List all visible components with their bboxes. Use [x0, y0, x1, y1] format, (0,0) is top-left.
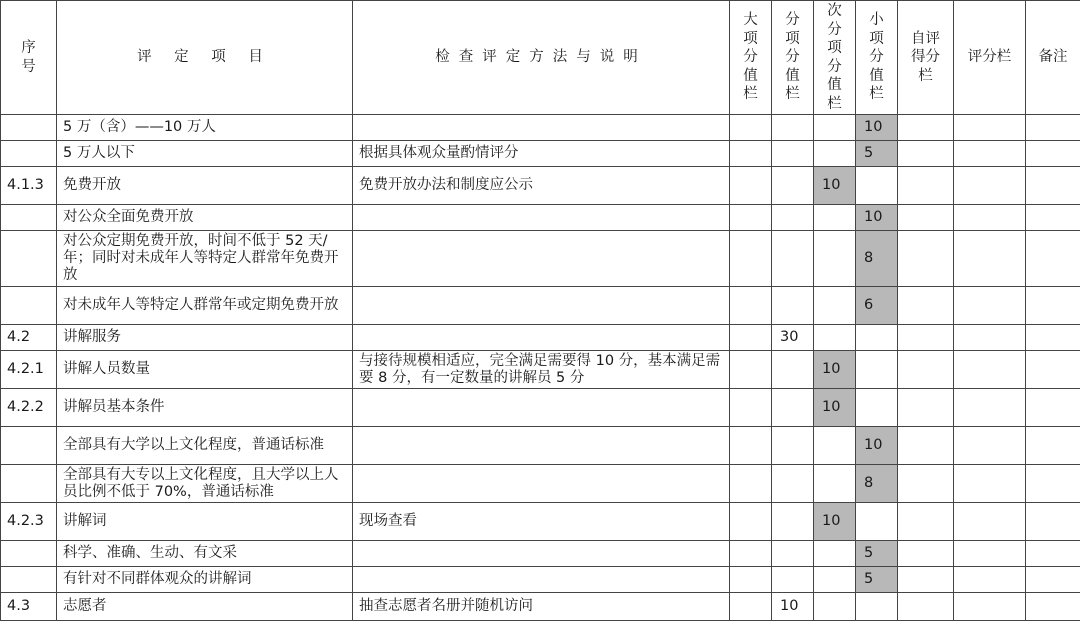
cell-score: [954, 231, 1026, 287]
cell-secondary: 10: [814, 389, 856, 427]
cell-seq: [1, 205, 57, 231]
cell-remark: [1026, 567, 1080, 593]
cell-method: [353, 427, 730, 465]
cell-major: [730, 503, 772, 541]
cell-score: [954, 465, 1026, 503]
cell-seq: 4.2: [1, 325, 57, 351]
cell-item: 对未成年人等特定人群常年或定期免费开放: [57, 287, 353, 325]
cell-method: 根据具体观众量酌情评分: [353, 141, 730, 167]
cell-major: [730, 205, 772, 231]
table-row: [1, 351, 1080, 389]
cell-secondary: 10: [814, 167, 856, 205]
cell-sub: [772, 389, 814, 427]
cell-minor: [856, 389, 898, 427]
cell-item: 讲解服务: [57, 325, 353, 351]
cell-self-score: [898, 351, 954, 389]
cell-minor: 5: [856, 541, 898, 567]
cell-self-score: [898, 325, 954, 351]
header-minor-score: 小项分值栏: [856, 1, 898, 115]
cell-remark: [1026, 541, 1080, 567]
cell-minor: 6: [856, 287, 898, 325]
cell-item: 5 万人以下: [57, 141, 353, 167]
cell-self-score: [898, 465, 954, 503]
cell-method: [353, 231, 730, 287]
header-item: 评 定 项 目: [57, 1, 353, 115]
cell-major: [730, 115, 772, 141]
cell-minor: 10: [856, 115, 898, 141]
table-row: [1, 465, 1080, 503]
cell-minor: 10: [856, 427, 898, 465]
cell-seq: [1, 567, 57, 593]
cell-remark: [1026, 427, 1080, 465]
cell-major: [730, 287, 772, 325]
table-row: [1, 541, 1080, 567]
cell-remark: [1026, 167, 1080, 205]
cell-major: [730, 567, 772, 593]
cell-score: [954, 115, 1026, 141]
table-row: [1, 287, 1080, 325]
cell-item: 讲解人员数量: [57, 351, 353, 389]
cell-sub: [772, 427, 814, 465]
cell-secondary: [814, 205, 856, 231]
cell-minor: [856, 325, 898, 351]
cell-method: 与接待规模相适应，完全满足需要得 10 分，基本满足需要 8 分，有一定数量的讲解员 5 分: [353, 351, 730, 389]
cell-sub: [772, 115, 814, 141]
cell-remark: [1026, 115, 1080, 141]
cell-minor: [856, 593, 898, 621]
cell-method: 免费开放办法和制度应公示: [353, 167, 730, 205]
cell-score: [954, 205, 1026, 231]
cell-method: [353, 115, 730, 141]
cell-secondary: [814, 141, 856, 167]
cell-major: [730, 427, 772, 465]
cell-remark: [1026, 231, 1080, 287]
cell-score: [954, 389, 1026, 427]
cell-major: [730, 389, 772, 427]
cell-seq: [1, 541, 57, 567]
cell-self-score: [898, 567, 954, 593]
cell-sub: [772, 287, 814, 325]
cell-self-score: [898, 231, 954, 287]
cell-self-score: [898, 503, 954, 541]
cell-item: 讲解员基本条件: [57, 389, 353, 427]
table-row: [1, 325, 1080, 351]
table-row: [1, 141, 1080, 167]
cell-secondary: [814, 465, 856, 503]
cell-secondary: [814, 567, 856, 593]
cell-major: [730, 465, 772, 503]
cell-sub: 10: [772, 593, 814, 621]
cell-method: [353, 541, 730, 567]
cell-item: 讲解词: [57, 503, 353, 541]
cell-sub: [772, 141, 814, 167]
cell-major: [730, 167, 772, 205]
cell-sub: [772, 231, 814, 287]
cell-major: [730, 593, 772, 621]
cell-seq: 4.2.1: [1, 351, 57, 389]
table-row: [1, 205, 1080, 231]
cell-method: [353, 205, 730, 231]
header-sub-score: 分项分值栏: [772, 1, 814, 115]
cell-major: [730, 231, 772, 287]
cell-sub: [772, 541, 814, 567]
cell-remark: [1026, 503, 1080, 541]
cell-remark: [1026, 389, 1080, 427]
header-secondary-score: 次分项分值栏: [814, 1, 856, 115]
cell-remark: [1026, 287, 1080, 325]
cell-item: 全部具有大学以上文化程度，普通话标准: [57, 427, 353, 465]
cell-secondary: [814, 287, 856, 325]
cell-item: 有针对不同群体观众的讲解词: [57, 567, 353, 593]
cell-major: [730, 141, 772, 167]
cell-seq: [1, 231, 57, 287]
table-row: [1, 167, 1080, 205]
header-remark: 备注: [1026, 1, 1080, 115]
cell-minor: [856, 351, 898, 389]
header-row: [1, 1, 1080, 115]
cell-method: [353, 465, 730, 503]
cell-method: [353, 389, 730, 427]
cell-minor: 8: [856, 231, 898, 287]
cell-seq: [1, 287, 57, 325]
cell-secondary: [814, 593, 856, 621]
table-row: [1, 427, 1080, 465]
cell-item: 科学、准确、生动、有文采: [57, 541, 353, 567]
cell-score: [954, 141, 1026, 167]
cell-seq: [1, 141, 57, 167]
cell-score: [954, 503, 1026, 541]
cell-minor: [856, 503, 898, 541]
cell-remark: [1026, 593, 1080, 621]
cell-seq: 4.2.3: [1, 503, 57, 541]
cell-self-score: [898, 115, 954, 141]
cell-self-score: [898, 141, 954, 167]
cell-seq: [1, 115, 57, 141]
cell-seq: 4.3: [1, 593, 57, 621]
cell-item: 免费开放: [57, 167, 353, 205]
cell-seq: [1, 465, 57, 503]
cell-seq: [1, 427, 57, 465]
cell-score: [954, 167, 1026, 205]
cell-seq: 4.2.2: [1, 389, 57, 427]
cell-self-score: [898, 167, 954, 205]
cell-minor: 10: [856, 205, 898, 231]
header-major-score: 大项分值栏: [730, 1, 772, 115]
table-row: [1, 503, 1080, 541]
cell-sub: [772, 351, 814, 389]
cell-seq: 4.1.3: [1, 167, 57, 205]
cell-self-score: [898, 427, 954, 465]
cell-remark: [1026, 141, 1080, 167]
cell-score: [954, 593, 1026, 621]
cell-major: [730, 325, 772, 351]
cell-score: [954, 351, 1026, 389]
cell-self-score: [898, 593, 954, 621]
cell-minor: 5: [856, 567, 898, 593]
cell-score: [954, 287, 1026, 325]
cell-major: [730, 351, 772, 389]
cell-minor: 8: [856, 465, 898, 503]
header-self-score: 自评得分栏: [898, 1, 954, 115]
cell-score: [954, 427, 1026, 465]
cell-sub: [772, 503, 814, 541]
cell-method: [353, 287, 730, 325]
table-row: [1, 593, 1080, 621]
cell-secondary: 10: [814, 503, 856, 541]
cell-remark: [1026, 465, 1080, 503]
cell-score: [954, 567, 1026, 593]
cell-sub: [772, 205, 814, 231]
cell-secondary: [814, 325, 856, 351]
cell-secondary: 10: [814, 351, 856, 389]
cell-secondary: [814, 231, 856, 287]
cell-self-score: [898, 205, 954, 231]
cell-method: [353, 567, 730, 593]
cell-self-score: [898, 389, 954, 427]
cell-item: 志愿者: [57, 593, 353, 621]
table-body: [1, 115, 1080, 621]
cell-remark: [1026, 351, 1080, 389]
cell-sub: [772, 567, 814, 593]
cell-secondary: [814, 541, 856, 567]
cell-score: [954, 325, 1026, 351]
cell-item: 全部具有大专以上文化程度，且大学以上人员比例不低于 70%，普通话标准: [57, 465, 353, 503]
cell-self-score: [898, 541, 954, 567]
cell-self-score: [898, 287, 954, 325]
cell-item: 对公众定期免费开放，时间不低于 52 天/年；同时对未成年人等特定人群常年免费开放: [57, 231, 353, 287]
table-row: [1, 567, 1080, 593]
cell-sub: [772, 167, 814, 205]
table-row: [1, 115, 1080, 141]
cell-method: [353, 325, 730, 351]
cell-minor: [856, 167, 898, 205]
cell-secondary: [814, 115, 856, 141]
cell-secondary: [814, 427, 856, 465]
header-seq: 序号: [1, 1, 57, 115]
cell-minor: 5: [856, 141, 898, 167]
table-row: [1, 231, 1080, 287]
header-method: 检查评定方法与说明: [353, 1, 730, 115]
cell-sub: 30: [772, 325, 814, 351]
cell-remark: [1026, 325, 1080, 351]
cell-item: 对公众全面免费开放: [57, 205, 353, 231]
cell-score: [954, 541, 1026, 567]
table-row: [1, 389, 1080, 427]
cell-major: [730, 541, 772, 567]
cell-remark: [1026, 205, 1080, 231]
cell-sub: [772, 465, 814, 503]
header-score: 评分栏: [954, 1, 1026, 115]
cell-item: 5 万（含）——10 万人: [57, 115, 353, 141]
cell-method: 抽查志愿者名册并随机访问: [353, 593, 730, 621]
cell-method: 现场查看: [353, 503, 730, 541]
